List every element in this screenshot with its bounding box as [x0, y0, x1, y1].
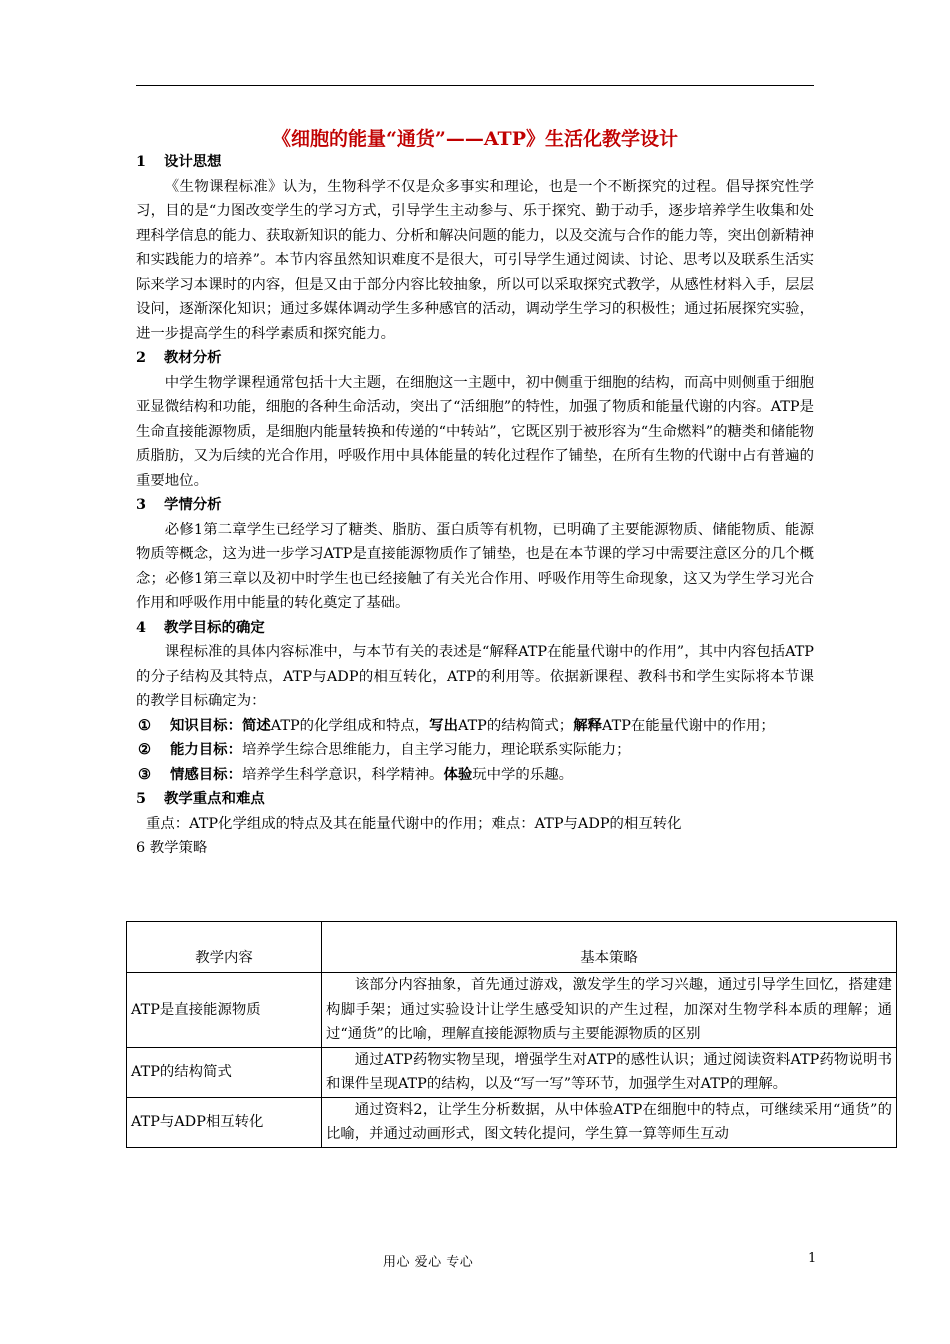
section-3-paragraph: 必修1第二章学生已经学习了糖类、脂肪、蛋白质等有机物，已明确了主要能源物质、储能物质、能源物质等概念，这为进一步学习ATP是直接能源物质作了铺垫，也是在本节课的学习中需要注意区分的几个概念；必修1第三章以及初中时学生也已经接触了有关光合作用、呼吸作用等生命现象，这又为学生学习光合作用和呼吸作用中能量的转化奠定了基础。 — [136, 521, 814, 611]
table-cell-content: ATP的结构简式 — [127, 1047, 322, 1097]
goal-emotion: ③ 情感目标：培养学生科学意识，科学精神。体验玩中学的乐趣。 — [138, 765, 573, 783]
table-row — [127, 1047, 897, 1097]
table-cell-strategy: 通过资料2，让学生分析数据，从中体验ATP在细胞中的特点，可继续采用“通货”的比喻，并通过动画形式，图文转化提问，学生算一算等师生互动 — [322, 1097, 897, 1147]
section-1-heading: 1 设计思想 — [136, 153, 222, 170]
table-row — [127, 973, 897, 1048]
section-2-heading: 2 教材分析 — [136, 349, 222, 366]
section-5-heading: 5 教学重点和难点 — [136, 790, 265, 807]
document-body — [136, 150, 814, 861]
page-number: 1 — [808, 1251, 817, 1266]
table-header-row — [127, 922, 897, 973]
section-1-paragraph: 《生物课程标准》认为，生物科学不仅是众多事实和理论，也是一个不断探究的过程。倡导探究性学习，目的是“力图改变学生的学习方式，引导学生主动参与、乐于探究、勤于动手，逐步培养学生收集和处理科学信息的能力、获取新知识的能力、分析和解决问题的能力，以及交流与合作的能力等，突出创新精神和实践能力的培养”。本节内容虽然知识难度不是很大，可引导学生通过阅读、讨论、思考以及联系生活实际来学习本课时的内容，但是又由于部分内容比较抽象，所以可以采取探究式教学，从感性材料入手，层层设问，逐渐深化知识；通过多媒体调动学生多种感官的活动，调动学生学习的积极性；通过拓展探究实验，进一步提高学生的科学素质和探究能力。 — [136, 178, 814, 342]
table-cell-content: ATP与ADP相互转化 — [127, 1097, 322, 1147]
table-cell-strategy: 通过ATP药物实物呈现，增强学生对ATP的感性认识；通过阅读资料ATP药物说明书和课件呈现ATP的结构，以及“写一写”等环节，加强学生对ATP的理解。 — [322, 1047, 897, 1097]
section-3-heading: 3 学情分析 — [136, 496, 222, 513]
table-cell-content: ATP是直接能源物质 — [127, 973, 322, 1048]
section-2-paragraph: 中学生物学课程通常包括十大主题，在细胞这一主题中，初中侧重于细胞的结构，而高中则侧重于细胞亚显微结构和功能，细胞的各种生命活动，突出了“活细胞”的特性，加强了物质和能量代谢的内容。ATP是生命直接能源物质，是细胞内能量转换和传递的“中转站”，它既区别于被形容为“生命燃料”的糖类和储能物质脂肪，又为后续的光合作用，呼吸作用中具体能量的转化过程作了铺垫，在所有生物的代谢中占有普遍的重要地位。 — [136, 374, 814, 489]
table-row — [127, 1097, 897, 1147]
section-4-paragraph: 课程标准的具体内容标准中，与本节有关的表述是“解释ATP在能量代谢中的作用”，其中内容包括ATP的分子结构及其特点，ATP与ADP的相互转化，ATP的利用等。依据新课程、教科书和学生实际将本节课的教学目标确定为： — [136, 644, 814, 709]
document-title: 《细胞的能量“通货”——ATP》生活化教学设计 — [272, 128, 678, 150]
table-header-content: 教学内容 — [127, 922, 322, 973]
table-header-strategy: 基本策略 — [322, 922, 897, 973]
footer-motto: 用心 爱心 专心 — [383, 1255, 474, 1270]
goal-knowledge: ① 知识目标：简述ATP的化学组成和特点，写出ATP的结构简式；解释ATP在能量代谢中的作用； — [138, 716, 775, 734]
header-rule — [136, 85, 814, 86]
section-6-heading: 6 教学策略 — [136, 840, 208, 856]
section-4-heading: 4 教学目标的确定 — [136, 618, 265, 636]
strategy-table — [126, 921, 897, 1148]
section-5-text: 重点：ATP化学组成的特点及其在能量代谢中的作用；难点：ATP与ADP的相互转化 — [146, 815, 682, 832]
goal-ability: ② 能力目标：培养学生综合思维能力，自主学习能力，理论联系实际能力； — [138, 741, 631, 758]
table-cell-strategy: 该部分内容抽象，首先通过游戏，激发学生的学习兴趣，通过引导学生回忆，搭建建构脚手架；通过实验设计让学生感受知识的产生过程，加深对生物学科本质的理解；通过“通货”的比喻，理解直接能源物质与主要能源物质的区别 — [322, 973, 897, 1048]
